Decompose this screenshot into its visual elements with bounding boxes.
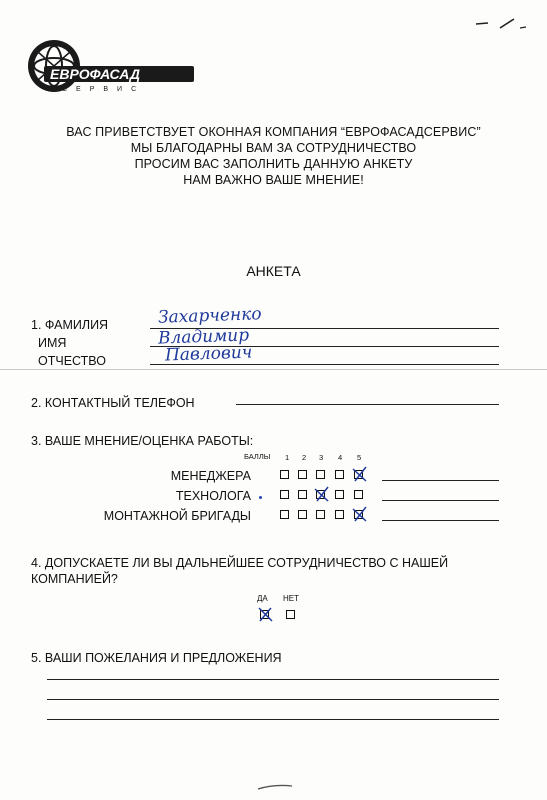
yes-checkbox[interactable]	[260, 610, 269, 619]
patronymic-field[interactable]: Павлович	[164, 342, 253, 366]
pen-scribble	[470, 10, 530, 34]
cooperation-question-line-1: 4. ДОПУСКАЕТЕ ЛИ ВЫ ДАЛЬНЕЙШЕЕ СОТРУДНИЧЕСТВО С НАШЕЙ	[31, 556, 449, 570]
score-header-4: 4	[338, 453, 343, 462]
rating-technologist-score-3-checkbox[interactable]	[316, 490, 325, 499]
rating-manager-score-5-checkbox[interactable]	[354, 470, 363, 479]
name-field[interactable]: Владимир	[157, 325, 250, 349]
rating-manager-score-1-checkbox[interactable]	[280, 470, 289, 479]
x-check-icon	[352, 466, 368, 483]
greeting-line-1: ВАС ПРИВЕТСТВУЕТ ОКОННАЯ КОМПАНИЯ “ЕВРОФАСАДСЕРВИС”	[66, 125, 481, 139]
suggestions-line-2[interactable]	[47, 699, 499, 700]
score-header-2: 2	[302, 453, 307, 462]
score-header-5: 5	[357, 453, 362, 462]
rating-technologist-score-4-checkbox[interactable]	[335, 490, 344, 499]
pen-scribble-bottom	[256, 782, 296, 792]
phone-field[interactable]	[236, 404, 499, 405]
rating-crew-score-4-checkbox[interactable]	[335, 510, 344, 519]
rating-row-technologist-label: ТЕХНОЛОГА	[175, 489, 251, 503]
x-check-icon	[314, 486, 330, 503]
rating-row-crew-label: МОНТАЖНОЙ БРИГАДЫ	[103, 509, 251, 523]
scores-label: БАЛЛЫ	[244, 452, 271, 461]
rating-label: 3. ВАШЕ МНЕНИЕ/ОЦЕНКА РАБОТЫ:	[31, 434, 254, 448]
suggestions-line-3[interactable]	[47, 719, 499, 720]
x-check-icon	[258, 606, 274, 623]
patronymic-label: ОТЧЕСТВО	[38, 354, 106, 368]
rating-comment-line-3[interactable]	[382, 520, 499, 521]
rating-row-manager-label: МЕНЕДЖЕРА	[170, 469, 251, 483]
rating-technologist-score-1-checkbox[interactable]	[280, 490, 289, 499]
rating-crew-score-3-checkbox[interactable]	[316, 510, 325, 519]
rating-crew-score-1-checkbox[interactable]	[280, 510, 289, 519]
surname-label: 1. ФАМИЛИЯ	[31, 318, 109, 332]
rating-manager-score-2-checkbox[interactable]	[298, 470, 307, 479]
no-label: НЕТ	[283, 594, 299, 603]
surname-field[interactable]: Захарченко	[157, 304, 262, 328]
greeting-line-2: МЫ БЛАГОДАРНЫ ВАМ ЗА СОТРУДНИЧЕСТВО	[130, 141, 417, 155]
greeting-line-3: ПРОСИМ ВАС ЗАПОЛНИТЬ ДАННУЮ АНКЕТУ	[134, 157, 413, 171]
rating-crew-score-2-checkbox[interactable]	[298, 510, 307, 519]
rating-comment-line-2[interactable]	[382, 500, 499, 501]
greeting-line-4: НАМ ВАЖНО ВАШЕ МНЕНИЕ!	[183, 173, 364, 187]
form-title: АНКЕТА	[246, 263, 301, 279]
company-logo	[22, 36, 202, 94]
logo-text: ЕВРОФАСАД	[50, 66, 140, 82]
rating-crew-score-5-checkbox[interactable]	[354, 510, 363, 519]
score-header-3: 3	[319, 453, 324, 462]
suggestions-line-1[interactable]	[47, 679, 499, 680]
paper-fold-line	[0, 369, 547, 370]
cooperation-question-line-2: КОМПАНИЕЙ?	[31, 572, 118, 586]
rating-technologist-score-5-checkbox[interactable]	[354, 490, 363, 499]
x-check-icon	[352, 506, 368, 523]
score-header-1: 1	[285, 453, 290, 462]
ink-dot	[259, 496, 262, 499]
suggestions-label: 5. ВАШИ ПОЖЕЛАНИЯ И ПРЕДЛОЖЕНИЯ	[31, 651, 282, 665]
name-label: ИМЯ	[38, 336, 67, 350]
logo-subtext: СЕРВИС	[62, 86, 146, 93]
rating-manager-score-4-checkbox[interactable]	[335, 470, 344, 479]
phone-label: 2. КОНТАКТНЫЙ ТЕЛЕФОН	[31, 396, 195, 410]
rating-comment-line-1[interactable]	[382, 480, 499, 481]
rating-technologist-score-2-checkbox[interactable]	[298, 490, 307, 499]
no-checkbox[interactable]	[286, 610, 295, 619]
rating-manager-score-3-checkbox[interactable]	[316, 470, 325, 479]
yes-label: ДА	[257, 594, 268, 603]
